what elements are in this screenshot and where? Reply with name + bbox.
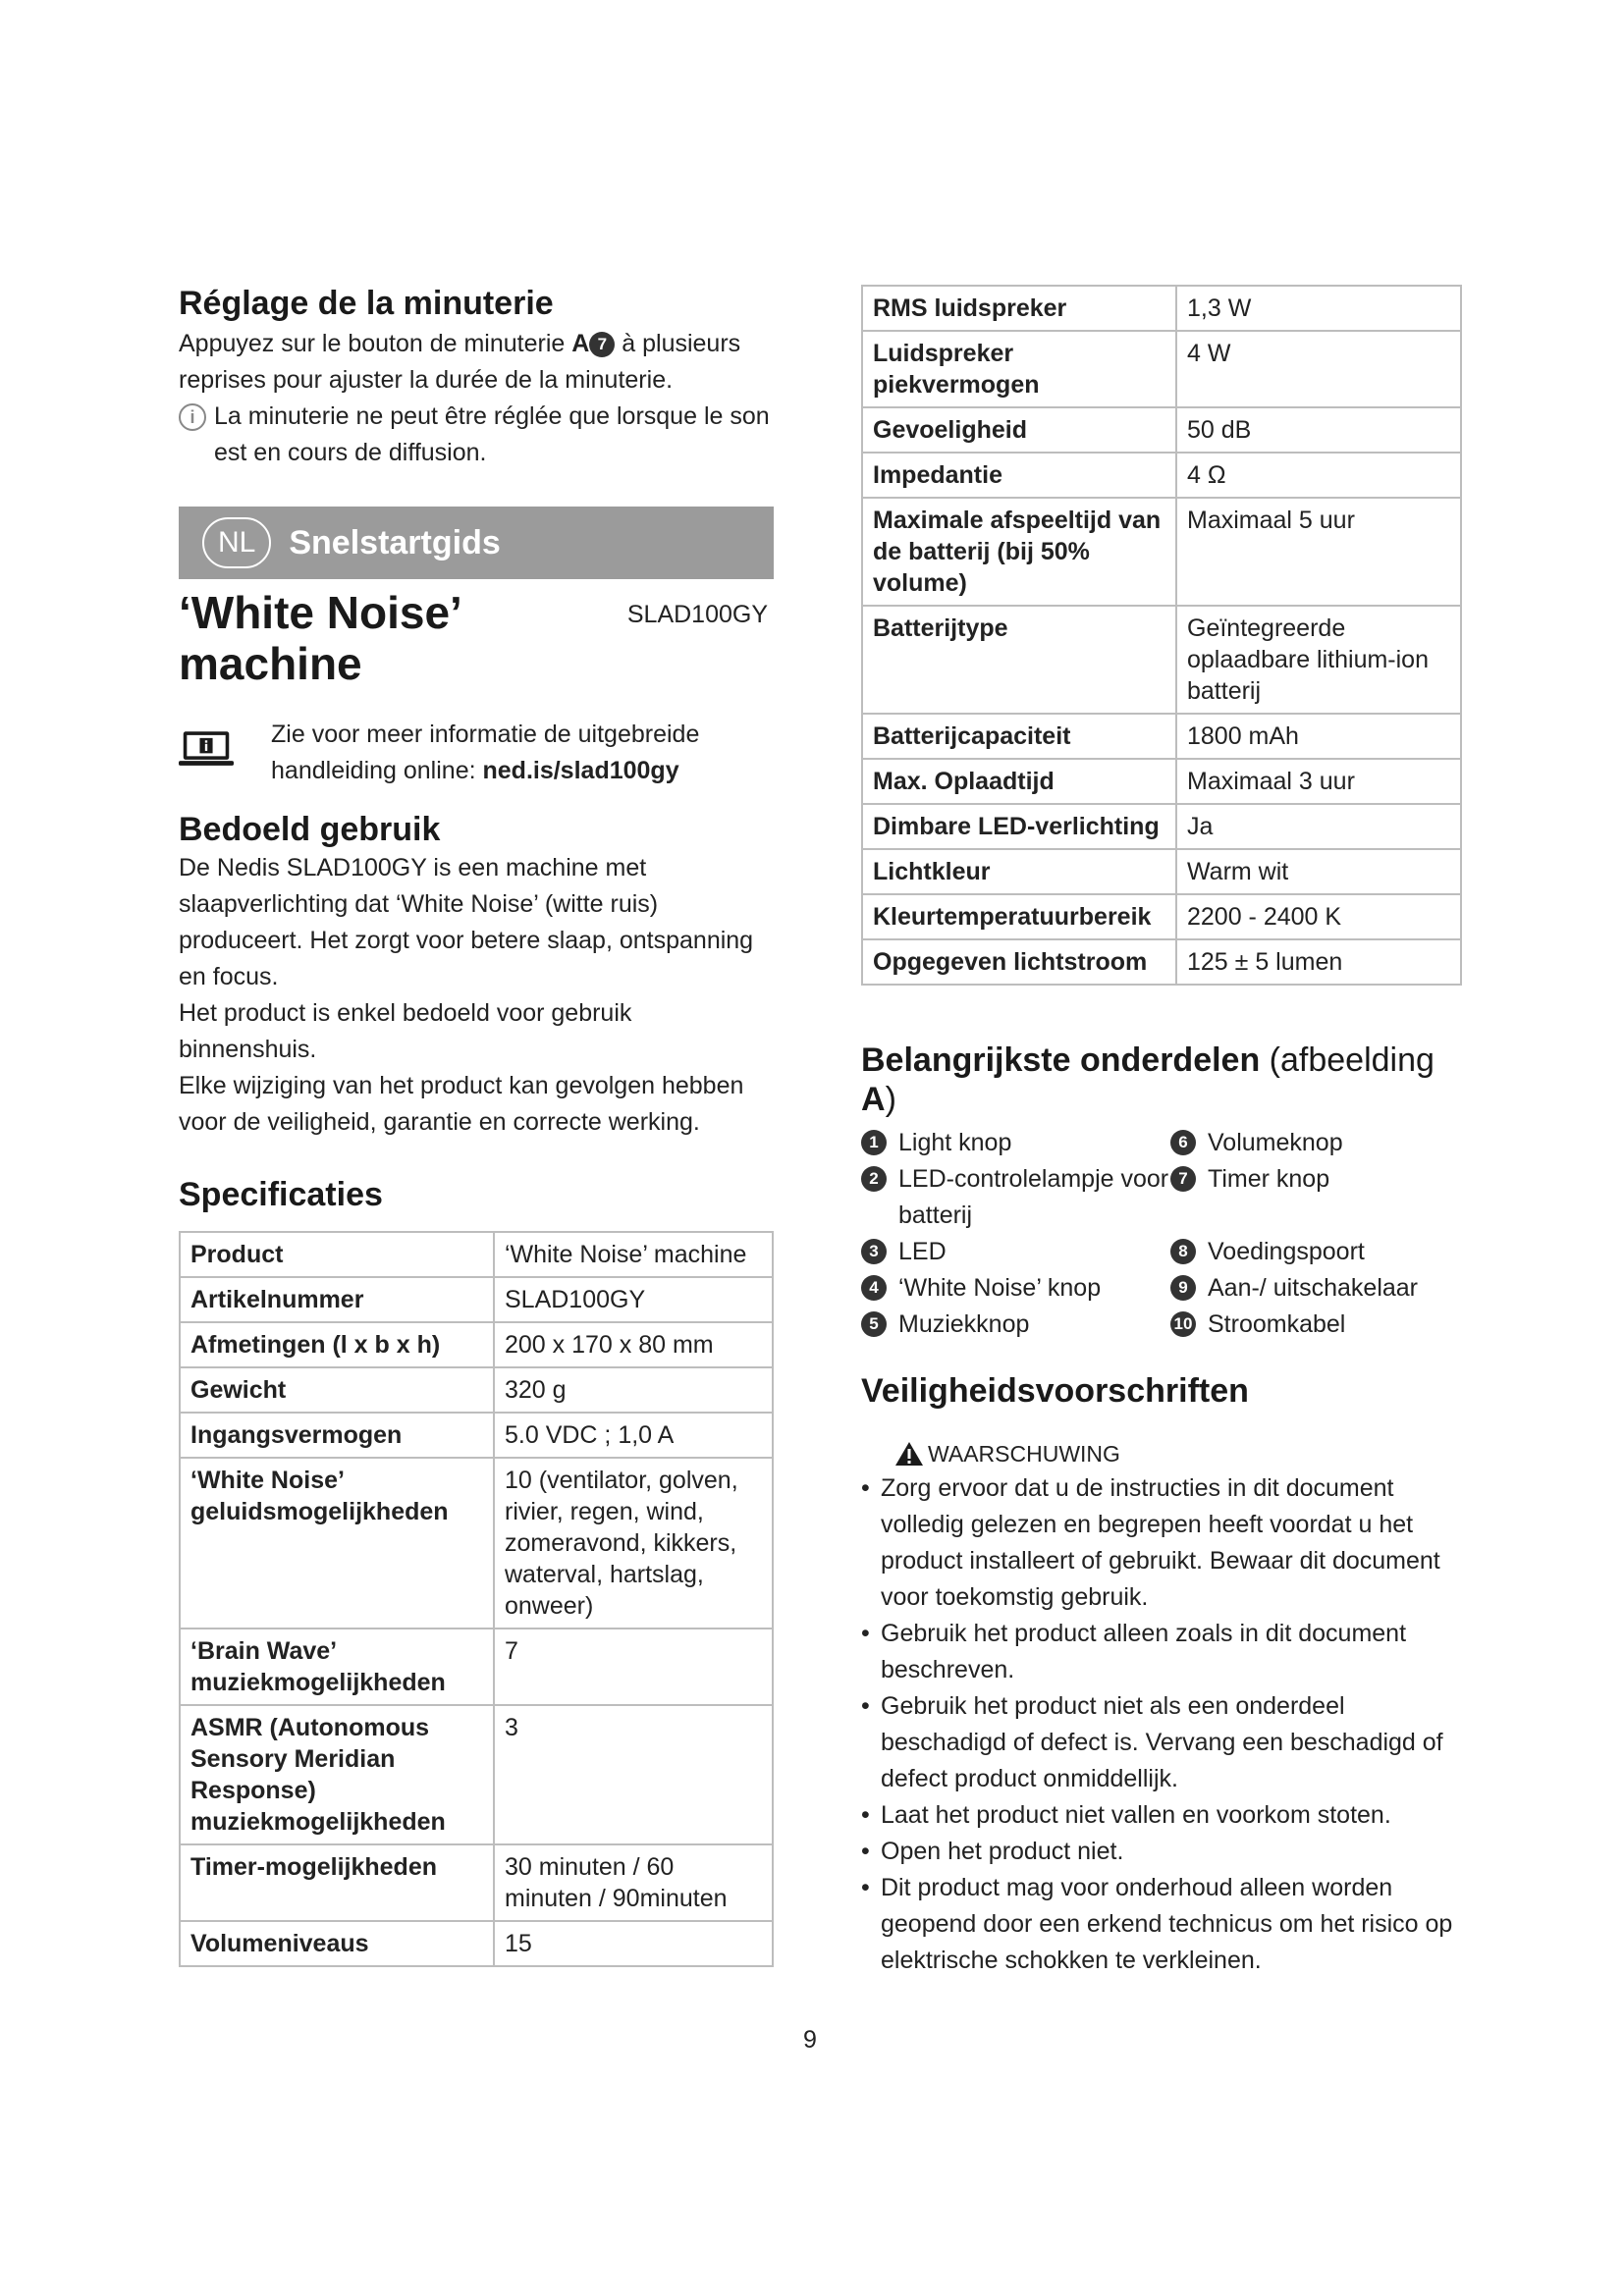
part-item [1170, 1125, 1465, 1161]
spec-row [180, 1413, 773, 1458]
spec-label: Product [180, 1232, 494, 1277]
left-column [179, 283, 774, 1967]
spec-table-right [861, 285, 1462, 986]
intended-use-p1: De Nedis SLAD100GY is een machine met slaapverlichting dat ‘White Noise’ (witte ruis) produceert. Het zorgt voor betere slaap, ontspanning en focus. [179, 854, 754, 990]
spec-value: 2200 - 2400 K [1176, 894, 1461, 939]
spec-label: Luidspreker piekvermogen [862, 331, 1176, 407]
timer-text: Appuyez sur le bouton de minuterie A 7 à plusieurs reprises pour ajuster la durée de la minuterie. [179, 330, 741, 394]
spec-row [180, 1322, 773, 1367]
spec-row [862, 498, 1461, 606]
manual-ref-text: Zie voor meer informatie de uitgebreide handleiding online: ned.is/slad100gy [271, 721, 700, 784]
spec-value: 4 Ω [1176, 453, 1461, 498]
spec-row [862, 714, 1461, 759]
spec-value: SLAD100GY [494, 1277, 773, 1322]
banner-title: Snelstartgids [289, 523, 501, 561]
timer-note-text: La minuterie ne peut être réglée que lorsque le son est en cours de diffusion. [214, 402, 770, 466]
spec-value: Geïntegreerde oplaadbare lithium-ion batterij [1176, 606, 1461, 714]
part-number-badge: 6 [1170, 1130, 1196, 1155]
spec-table-left [179, 1231, 774, 1967]
part-label: LED-controlelampje voor batterij [898, 1165, 1169, 1229]
intended-use-heading: Bedoeld gebruik [179, 811, 441, 848]
safety-item: • Laat het product niet vallen en voorkom stoten. [861, 1797, 1462, 1834]
part-number-badge: 4 [861, 1275, 887, 1301]
spec-row [180, 1629, 773, 1705]
spec-label: Max. Oplaadtijd [862, 759, 1176, 804]
part-number-badge: 8 [1170, 1239, 1196, 1264]
spec-row [180, 1277, 773, 1322]
spec-row [180, 1705, 773, 1844]
spec-value: 30 minuten / 60 minuten / 90minuten [494, 1844, 773, 1921]
spec-row [862, 849, 1461, 894]
spec-value: 200 x 170 x 80 mm [494, 1322, 773, 1367]
parts-list [861, 1125, 1462, 1343]
spec-label: Batterijcapaciteit [862, 714, 1176, 759]
spec-row [862, 331, 1461, 407]
spec-row [862, 453, 1461, 498]
spec-row [180, 1921, 773, 1966]
part-label: Volumeknop [1208, 1129, 1343, 1156]
spec-label: Batterijtype [862, 606, 1176, 714]
spec-row [862, 894, 1461, 939]
timer-heading: Réglage de la minuterie [179, 285, 554, 322]
spec-label: Ingangsvermogen [180, 1413, 494, 1458]
part-label: Stroomkabel [1208, 1310, 1346, 1338]
part-item [1170, 1270, 1465, 1307]
timer-info-note [179, 399, 774, 471]
safety-item: • Gebruik het product niet als een onderdeel beschadigd of defect is. Vervang een beschadigd of defect product onmiddellijk. [861, 1688, 1462, 1797]
safety-item: • Open het product niet. [861, 1834, 1462, 1870]
spec-label: ASMR (Autonomous Sensory Meridian Response) muziekmogelijkheden [180, 1705, 494, 1844]
spec-label: Timer-mogelijkheden [180, 1844, 494, 1921]
spec-row [862, 407, 1461, 453]
part-number-badge: 5 [861, 1311, 887, 1337]
part-item [861, 1270, 1170, 1307]
part-item [1170, 1307, 1465, 1343]
part-number-badge: 3 [861, 1239, 887, 1264]
part-item [861, 1161, 1170, 1234]
ref-number-badge: 7 [589, 332, 615, 357]
spec-label: RMS luidspreker [862, 286, 1176, 331]
spec-row [862, 606, 1461, 714]
model-code: SLAD100GY [626, 601, 768, 628]
part-number-badge: 7 [1170, 1166, 1196, 1192]
parts-heading: Belangrijkste onderdelen (afbeelding A) [861, 1041, 1435, 1118]
language-code-badge: NL [202, 517, 271, 568]
spec-value: 3 [494, 1705, 773, 1844]
specs-heading: Specificaties [179, 1176, 383, 1213]
spec-label: Lichtkleur [862, 849, 1176, 894]
spec-label: Dimbare LED-verlichting [862, 804, 1176, 849]
laptop-info-icon [179, 717, 234, 779]
part-label: Light knop [898, 1129, 1012, 1156]
spec-label: Gewicht [180, 1367, 494, 1413]
safety-item: • Dit product mag voor onderhoud alleen worden geopend door een erkend technicus om het risico op elektrische schokken te verkleinen. [861, 1870, 1462, 1979]
part-label: Aan-/ uitschakelaar [1208, 1274, 1419, 1302]
manual-link[interactable]: ned.is/slad100gy [482, 757, 679, 784]
spec-row [862, 939, 1461, 985]
spec-value: 15 [494, 1921, 773, 1966]
spec-value: 10 (ventilator, golven, rivier, regen, wind, zomeravond, kikkers, waterval, hartslag, onweer) [494, 1458, 773, 1629]
spec-value: Ja [1176, 804, 1461, 849]
right-column [861, 285, 1462, 1979]
part-label: Muziekknop [898, 1310, 1030, 1338]
language-banner [179, 507, 774, 579]
part-label: ‘White Noise’ knop [898, 1274, 1102, 1302]
spec-label: Afmetingen (l x b x h) [180, 1322, 494, 1367]
spec-label: Artikelnummer [180, 1277, 494, 1322]
spec-value: 1800 mAh [1176, 714, 1461, 759]
spec-row [180, 1367, 773, 1413]
part-item [1170, 1234, 1465, 1270]
info-icon: i [179, 403, 206, 431]
spec-value: 50 dB [1176, 407, 1461, 453]
intended-use-p3: Elke wijziging van het product kan gevolgen hebben voor de veiligheid, garantie en correcte werking. [179, 1072, 744, 1136]
spec-row [180, 1844, 773, 1921]
spec-value: Maximaal 3 uur [1176, 759, 1461, 804]
part-number-badge: 10 [1170, 1311, 1196, 1337]
spec-label: Volumeniveaus [180, 1921, 494, 1966]
product-title: ‘White Noise’ machine [179, 587, 462, 689]
spec-value: Maximaal 5 uur [1176, 498, 1461, 606]
spec-label: Gevoeligheid [862, 407, 1176, 453]
safety-heading: Veiligheidsvoorschriften [861, 1372, 1249, 1410]
part-label: LED [898, 1238, 947, 1265]
spec-value: 125 ± 5 lumen [1176, 939, 1461, 985]
spec-row [180, 1232, 773, 1277]
spec-label: ‘Brain Wave’ muziekmogelijkheden [180, 1629, 494, 1705]
safety-list [861, 1470, 1462, 1979]
part-item [861, 1125, 1170, 1161]
warning-icon [894, 1441, 924, 1467]
part-label: Timer knop [1208, 1165, 1330, 1193]
part-label: Voedingspoort [1208, 1238, 1365, 1265]
safety-item: • Gebruik het product alleen zoals in dit document beschreven. [861, 1616, 1462, 1688]
spec-value: 320 g [494, 1367, 773, 1413]
part-item [861, 1307, 1170, 1343]
spec-label: Kleurtemperatuurbereik [862, 894, 1176, 939]
intended-use-p2: Het product is enkel bedoeld voor gebruik binnenshuis. [179, 999, 632, 1063]
spec-row [180, 1458, 773, 1629]
spec-label: Maximale afspeeltijd van de batterij (bij 50% volume) [862, 498, 1176, 606]
spec-label: ‘White Noise’ geluidsmogelijkheden [180, 1458, 494, 1629]
spec-value: 5.0 VDC ; 1,0 A [494, 1413, 773, 1458]
figure-ref-letter: A [571, 330, 590, 357]
page-number: 9 [803, 2026, 817, 2054]
spec-value: ‘White Noise’ machine [494, 1232, 773, 1277]
product-header [179, 587, 774, 689]
spec-value: 7 [494, 1629, 773, 1705]
spec-value: Warm wit [1176, 849, 1461, 894]
spec-row [862, 286, 1461, 331]
part-number-badge: 1 [861, 1130, 887, 1155]
manual-reference [179, 717, 774, 789]
safety-item: • Zorg ervoor dat u de instructies in dit document volledig gelezen en begrepen heeft voordat u het product installeert of gebruikt. Bewaar dit document voor toekomstig gebruik. [861, 1470, 1462, 1616]
spec-label: Opgegeven lichtstroom [862, 939, 1176, 985]
spec-value: 1,3 W [1176, 286, 1461, 331]
spec-row [862, 804, 1461, 849]
warning-label: WAARSCHUWING [894, 1437, 1462, 1470]
spec-label: Impedantie [862, 453, 1176, 498]
part-number-badge: 2 [861, 1166, 887, 1192]
spec-value: 4 W [1176, 331, 1461, 407]
spec-row [862, 759, 1461, 804]
part-item [861, 1234, 1170, 1270]
part-item [1170, 1161, 1465, 1234]
part-number-badge: 9 [1170, 1275, 1196, 1301]
